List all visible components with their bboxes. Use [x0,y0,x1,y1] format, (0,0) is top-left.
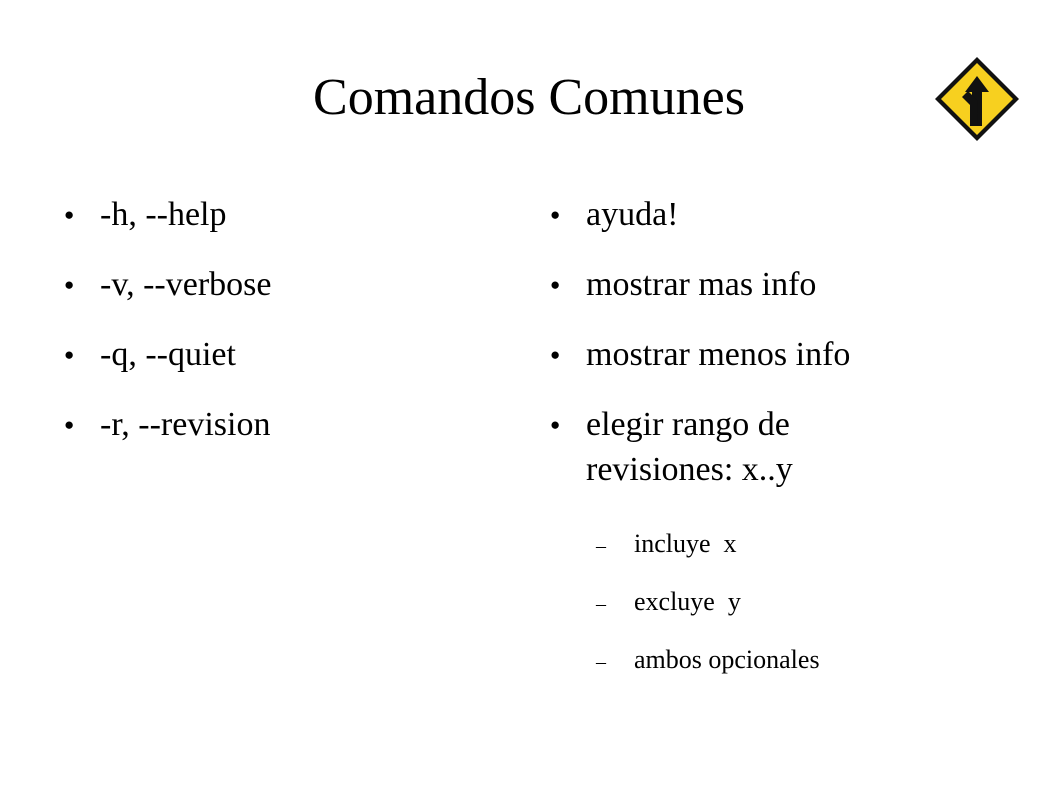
option-text: -h, --help [100,196,227,233]
option-text: -r, --revision [100,406,271,443]
option-text: -v, --verbose [100,266,272,303]
revision-subitems [596,528,820,702]
bullet: ● [64,345,75,364]
list-item [62,192,482,237]
bullet: ● [550,205,561,224]
list-item [548,262,978,307]
list-item [62,402,482,447]
sub-item-text: excluye y [634,587,741,616]
sub-list-item [596,528,820,560]
dash: – [596,535,606,557]
description-text: elegir rango de revisiones: x..y [586,406,793,488]
dash: – [596,651,606,673]
bullet: ● [64,275,75,294]
option-text: -q, --quiet [100,336,236,373]
list-item [548,192,978,237]
description-text: mostrar menos info [586,336,851,373]
options-list [62,192,482,472]
list-item [62,262,482,307]
list-item [548,402,896,492]
bullet: ● [550,415,561,434]
dash: – [596,593,606,615]
description-text: ayuda! [586,196,679,233]
bullet: ● [550,345,561,364]
descriptions-list [548,192,978,517]
sub-item-text: ambos opcionales [634,645,820,674]
description-text: mostrar mas info [586,266,817,303]
list-item [548,332,978,377]
sub-list-item [596,644,820,676]
slide-title: Comandos Comunes [313,69,745,126]
merge-sign-icon [932,54,1022,144]
sub-list-item [596,586,820,618]
sub-item-text: incluye x [634,529,737,558]
bullet: ● [64,415,75,434]
list-item [62,332,482,377]
bullet: ● [64,205,75,224]
bullet: ● [550,275,561,294]
